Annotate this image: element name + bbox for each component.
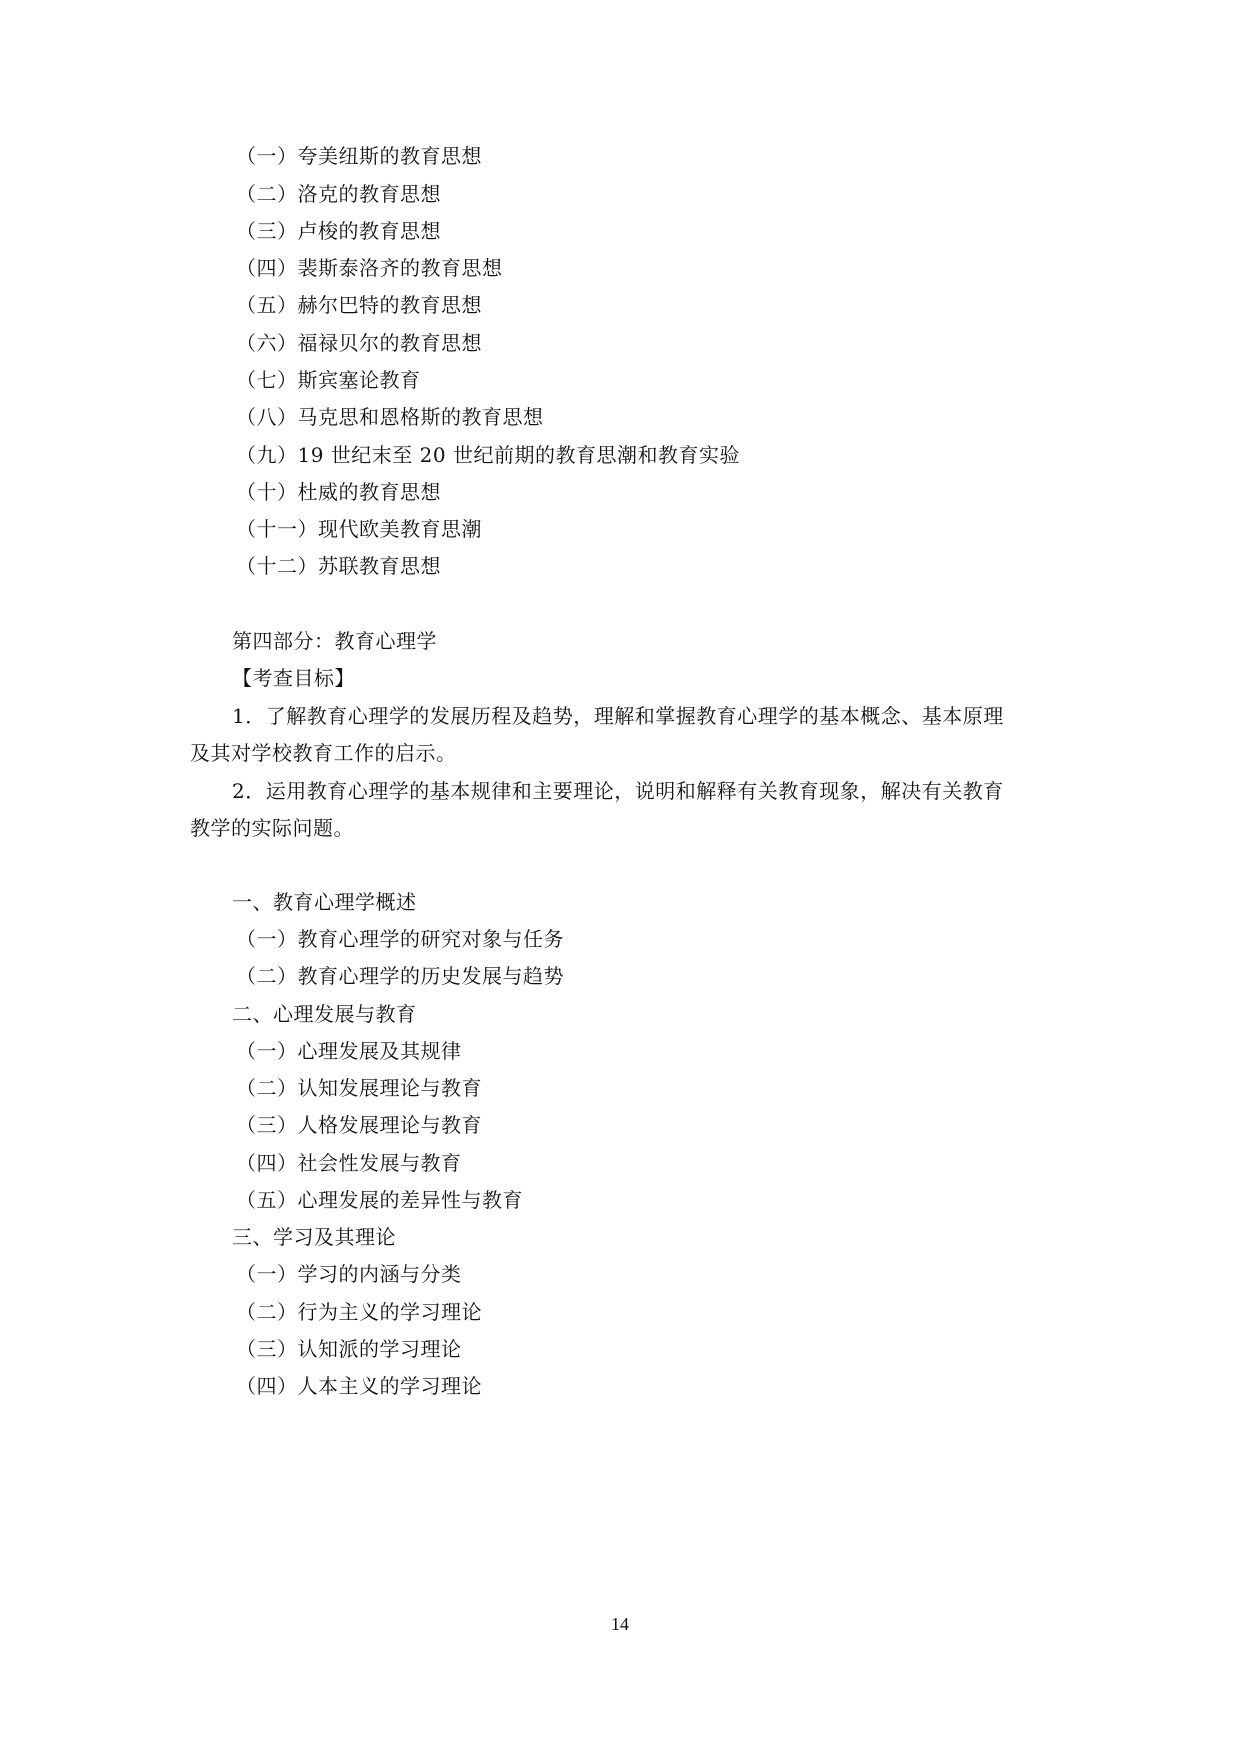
list-item: （四）人本主义的学习理论 xyxy=(236,1374,482,1398)
list-item: （十二）苏联教育思想 xyxy=(236,554,441,578)
list-item: （五）赫尔巴特的教育思想 xyxy=(236,293,482,317)
list-item: （三）人格发展理论与教育 xyxy=(236,1113,482,1137)
list-item: （十一）现代欧美教育思潮 xyxy=(236,517,482,541)
objective-1-line-2: 及其对学校教育工作的启示。 xyxy=(190,741,457,765)
section-title: 三、学习及其理论 xyxy=(232,1225,396,1249)
list-item: （三）认知派的学习理论 xyxy=(236,1337,462,1361)
list-item: （二）洛克的教育思想 xyxy=(236,182,441,206)
list-item: （二）教育心理学的历史发展与趋势 xyxy=(236,964,564,988)
list-item: （七）斯宾塞论教育 xyxy=(236,368,421,392)
list-item: （一）心理发展及其规律 xyxy=(236,1039,462,1063)
list-item: （十）杜威的教育思想 xyxy=(236,480,441,504)
list-item: （五）心理发展的差异性与教育 xyxy=(236,1188,523,1212)
section-title: 二、心理发展与教育 xyxy=(232,1002,417,1026)
section-title: 一、教育心理学概述 xyxy=(232,890,417,914)
list-item: （四）社会性发展与教育 xyxy=(236,1151,462,1175)
objective-2-line-2: 教学的实际问题。 xyxy=(190,816,354,840)
list-item: （一）教育心理学的研究对象与任务 xyxy=(236,927,564,951)
list-item: （二）行为主义的学习理论 xyxy=(236,1300,482,1324)
objective-1-line-1: 1．了解教育心理学的发展历程及趋势，理解和掌握教育心理学的基本概念、基本原理 xyxy=(232,704,1004,728)
list-item: （一）学习的内涵与分类 xyxy=(236,1262,462,1286)
list-item: （四）裴斯泰洛齐的教育思想 xyxy=(236,256,503,280)
part-title: 第四部分：教育心理学 xyxy=(232,629,437,653)
objectives-heading: 【考查目标】 xyxy=(232,666,355,690)
list-item: （八）马克思和恩格斯的教育思想 xyxy=(236,405,544,429)
list-item: （一）夸美纽斯的教育思想 xyxy=(236,144,482,168)
list-item: （六）福禄贝尔的教育思想 xyxy=(236,331,482,355)
list-item: （三）卢梭的教育思想 xyxy=(236,219,441,243)
objective-2-line-1: 2．运用教育心理学的基本规律和主要理论，说明和解释有关教育现象，解决有关教育 xyxy=(232,779,1004,803)
page-number: 14 xyxy=(611,1614,629,1634)
list-item: （二）认知发展理论与教育 xyxy=(236,1076,482,1100)
list-item: （九）19 世纪末至 20 世纪前期的教育思潮和教育实验 xyxy=(236,443,740,467)
